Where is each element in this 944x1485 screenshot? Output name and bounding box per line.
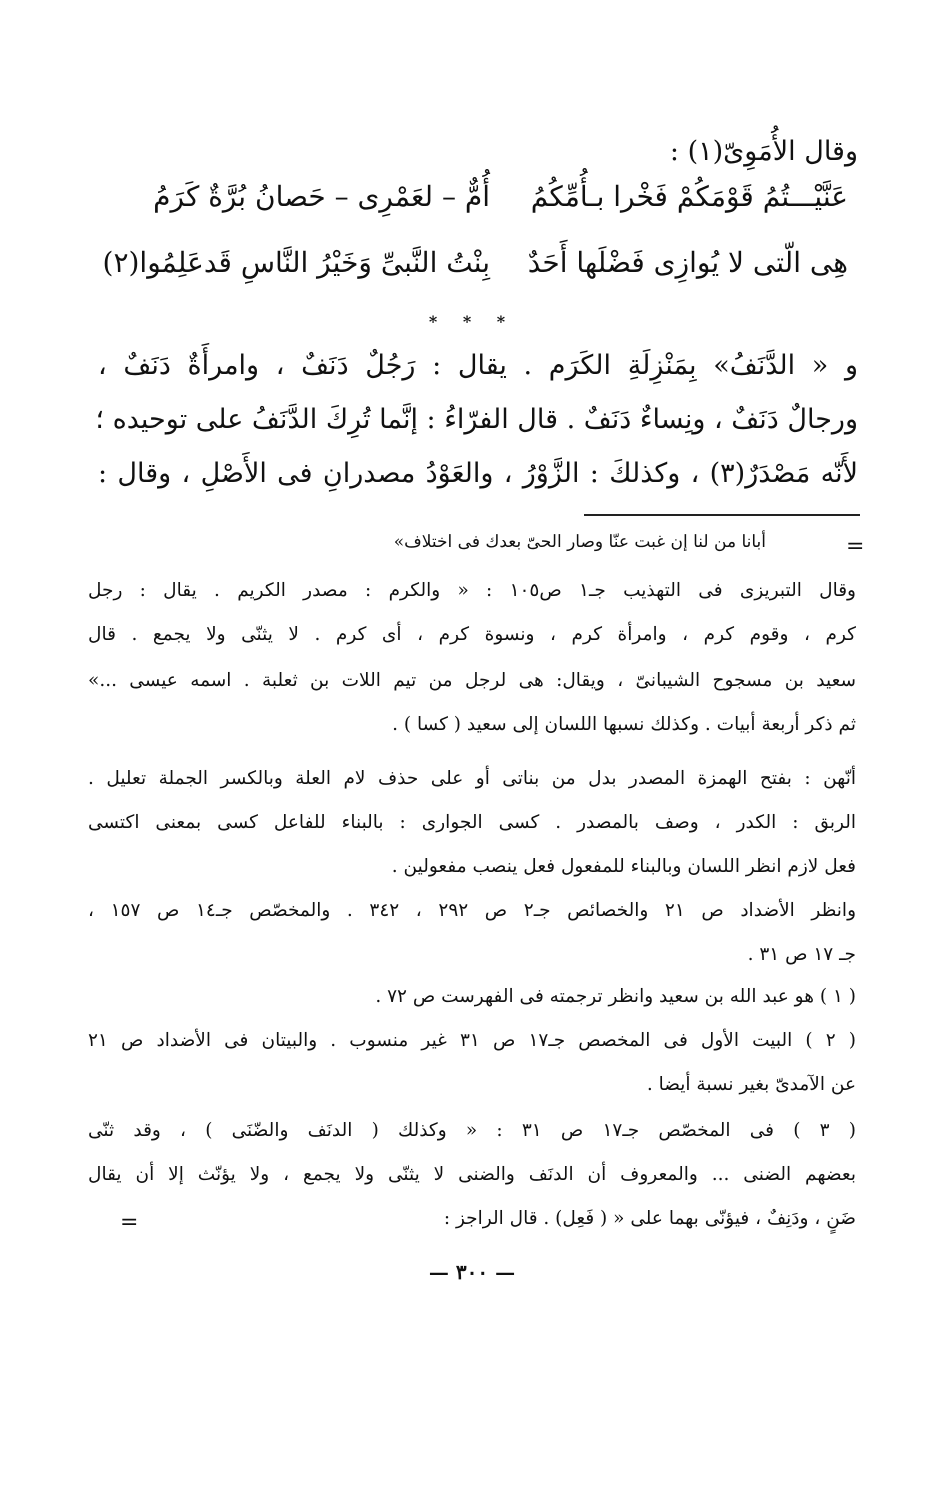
footnote-line: أنّهن : بفتح الهمزة المصدر بدل من بناتى أو على حذف لام العلة وبالكسر الجملة تعليل .: [88, 768, 856, 789]
verse-2-first-hemistich: هِى الّتى لا يُوازِى فَضْلَها أَحَدٌ: [527, 246, 848, 279]
footnote-line: وانظر الأضداد ص ٢١ والخصائص جـ٢ ص ٢٩٢ ، ٣٤٢ . والمخصّص جـ١٤ ص ١٥٧ ،: [88, 900, 857, 921]
continuation-mark-bottom: =: [120, 1210, 139, 1235]
verse-1-second-hemistich: أُمٌّ – لعَمْرِى – حَصانُ بُرَّةٌ كَرَمُ: [153, 180, 490, 213]
note-2-line-1: ( ٢ ) البيت الأول فى المخصص جـ١٧ ص ٣١ غير منسوب . والبيتان فى الأضداد ص ٢١: [88, 1030, 856, 1051]
footnote-line: كرم ، وقوم كرم ، وامرأة كرم ، ونسوة كرم ، أى كرم . لا يثنّى ولا يجمع . قال: [88, 624, 856, 645]
footnote-line: ثم ذكر أربعة أبيات . وكذلك نسبها اللسان إلى سعيد ( كسا ) .: [392, 714, 856, 735]
footnote-verse: أبانا من لنا إن غبت عنّا وصار الحىّ بعدك فى اختلاف»: [393, 532, 766, 552]
poem-verse-1: [150, 180, 848, 226]
main-text-line-3: لأَنّه مَصْدَرٌ(٣) ، وكذلكَ : الزَّوْرُ ، والعَوْدُ مصدرانِ فى الأَصْلِ ، وقال :: [98, 458, 859, 489]
note-1: ( ١ ) هو عبد الله بن سعيد وانظر ترجمته فى الفهرست ص ٧٢ .: [375, 986, 856, 1007]
continuation-mark-top: =: [846, 534, 865, 559]
footnote-divider: [584, 514, 860, 516]
verse-introduction: وقال الأُمَوِىّ(١) :: [669, 136, 858, 167]
footnote-line: فعل لازم انظر اللسان وبالبناء للمفعول فعل ينصب مفعولين .: [391, 856, 856, 877]
note-3-line-3: ضَنٍ ، ودَنِفٌ ، فيؤنّى بهما على « ( فَعِل) . قال الراجز :: [443, 1208, 856, 1229]
note-2-line-2: عن الآمدىّ بغير نسبة أيضا .: [646, 1074, 856, 1095]
poem-verse-2: [102, 246, 848, 292]
main-text-line-2: ورجالٌ دَنَفٌ ، ونِساءٌ دَنَفٌ . قال الفرّاءُ : إنَّما تُرِكَ الدَّنَفُ على توحيده ؛: [95, 404, 858, 435]
page-number: — ٣٠٠ —: [428, 1260, 516, 1284]
verse-1-first-hemistich: عَنَّيْـــتُمُ قَوْمَكُمْ فَخْرا بـأُمِّكُمُ: [530, 180, 848, 213]
note-3-line-2: بعضهم الضنى ... والمعروف أن الدنَف والضنى لا يثنّى ولا يجمع ، ولا يؤنّث إلا أن يقال: [88, 1164, 856, 1185]
footnote-line: الربق : الكدر ، وصف بالمصدر . كسى الجوارى : بالبناء للفاعل كسى بمعنى اكتسى: [88, 812, 856, 833]
footnote-line: وقال التبريزى فى التهذيب جـ١ ص١٠٥ : « والكرم : مصدر الكريم . يقال : رجل: [88, 580, 856, 601]
verse-2-second-hemistich: بِنْتُ النَّبىِّ وَخَيْرُ النَّاسِ قَدعَلِمُوا(٢): [102, 246, 490, 279]
footnote-line: سعيد بن مسجوح الشيبانىّ ، ويقال: هى لرجل من تيم اللات بن ثعلبة . اسمه عيسى ...»: [88, 670, 856, 691]
main-text-line-1: و « الدَّنَفُ» بِمَنْزِلَةِ الكَرَم . يقال : رَجُلٌ دَنَفٌ ، وامرأَةٌ دَنَفٌ ،: [98, 350, 858, 381]
note-3-line-1: ( ٣ ) فى المخصّص جـ١٧ ص ٣١ : « وكذلك ( الدنَف والضّنَى ) ، وقد ثنّى: [88, 1120, 856, 1141]
section-separator: * * *: [428, 312, 516, 331]
footnote-line: جـ ١٧ ص ٣١ .: [747, 944, 856, 965]
